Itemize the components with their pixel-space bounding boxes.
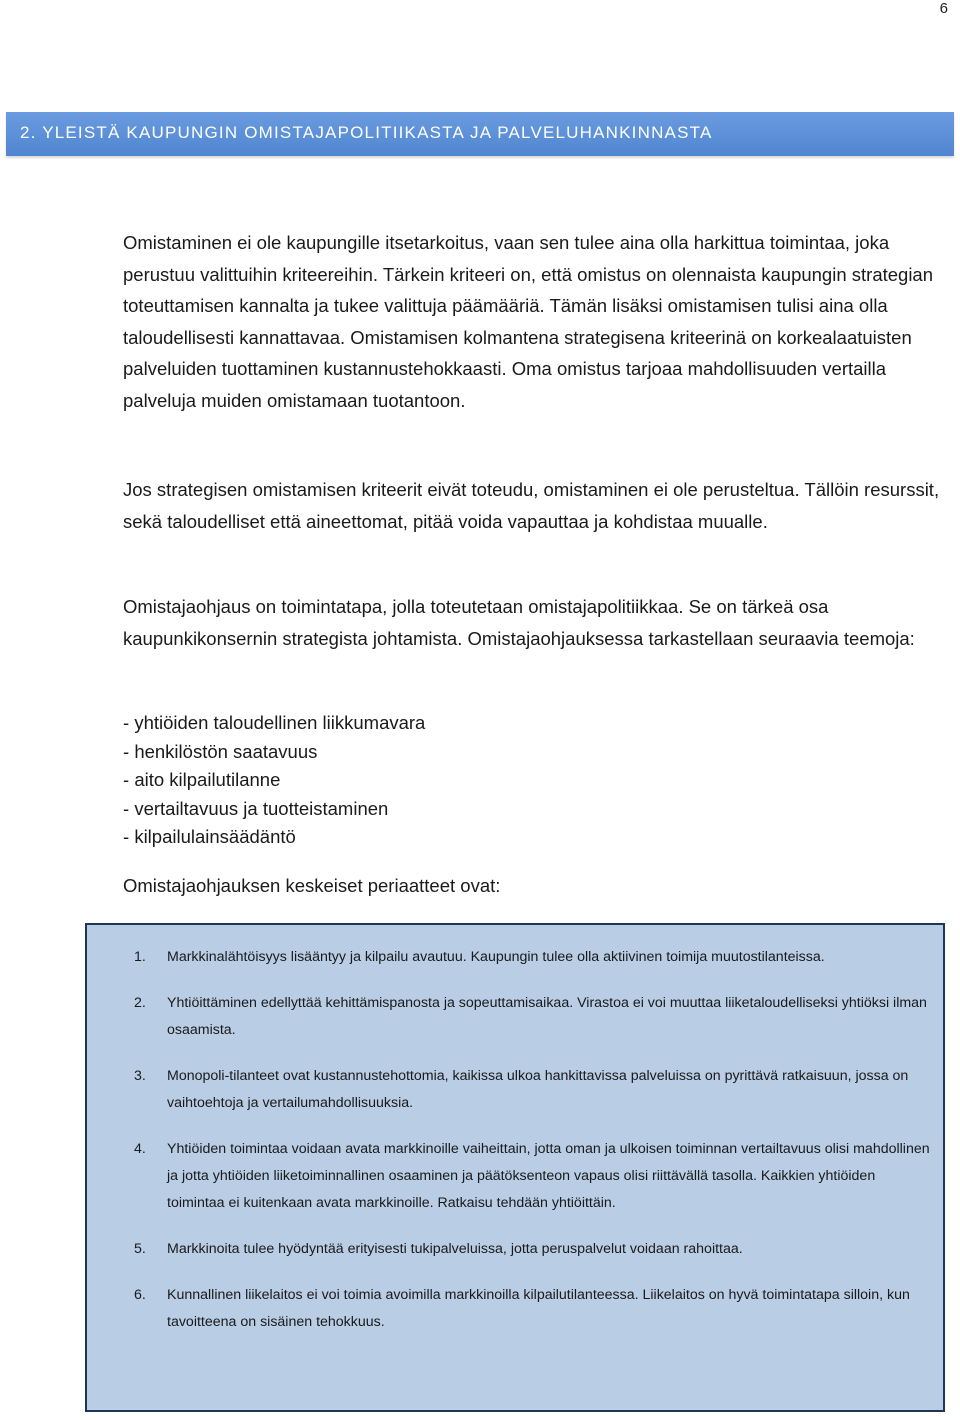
principles-intro: Omistajaohjauksen keskeiset periaatteet ovat: <box>123 875 501 896</box>
item-number: 1. <box>134 949 146 965</box>
item-text: Yhtiöittäminen edellyttää kehittämispanosta ja sopeuttamisaikaa. Virastoa ei voi muuttaa liiketaloudelliseksi yhtiöksi ilman osaamista. <box>167 995 927 1038</box>
list-item <box>87 1236 943 1263</box>
list-item: - vertailtavuus ja tuotteistaminen <box>123 795 425 824</box>
principles-box <box>85 923 945 1412</box>
list-item <box>87 1136 943 1217</box>
item-text: Markkinoita tulee hyödyntää erityisesti tukipalveluissa, jotta peruspalvelut voidaan rahoittaa. <box>167 1241 743 1257</box>
paragraph-text: Omistaminen ei ole kaupungille itsetarkoitus, vaan sen tulee aina olla harkittua toimintaa, joka perustuu valittuihin kriteereihin. Tärkein kriteeri on, että omistus on olennaista kaupungin strategian toteuttamisen kannalta ja tukee valittuja päämääriä. Tämän lisäksi omistamisen tulisi aina olla taloudellisesti kannattavaa. Omistamisen kolmantena strategisena kriteerinä on korkealaatuisten palveluiden tuottaminen kustannustehokkaasti. Oma omistus tarjoaa mahdollisuuden vertailla palveluja muiden omistamaan tuotantoon. <box>123 232 934 411</box>
principles-list <box>87 944 943 1355</box>
paragraph-ownership-criteria <box>123 227 953 432</box>
paragraph-text: Jos strategisen omistamisen kriteerit eivät toteudu, omistaminen ei ole perusteltua. Tällöin resurssit, sekä taloudelliset että aineettomat, pitää voida vapauttaa ja kohdistaa muualle. <box>123 479 940 532</box>
paragraph-text: Omistajaohjaus on toimintatapa, jolla toteutetaan omistajapolitiikkaa. Se on tärkeä osa kaupunkikonsernin strategista johtamista. Omistajaohjauksessa tarkastellaan seuraavia teemoja: <box>123 596 915 649</box>
paragraph-unjustified-ownership <box>123 474 953 553</box>
list-item: - kilpailulainsäädäntö <box>123 823 425 852</box>
item-number: 6. <box>134 1287 146 1303</box>
section-heading-bar <box>6 112 954 156</box>
section-heading: 2. YLEISTÄ KAUPUNGIN OMISTAJAPOLITIIKASTA JA PALVELUHANKINNASTA <box>20 123 713 142</box>
list-item <box>87 1282 943 1336</box>
page-number: 6 <box>939 0 948 17</box>
list-item <box>87 944 943 971</box>
list-item: - yhtiöiden taloudellinen liikkumavara <box>123 709 425 738</box>
themes-list <box>123 709 425 852</box>
item-text: Markkinalähtöisyys lisääntyy ja kilpailu avautuu. Kaupungin tulee olla aktiivinen toimija muutostilanteissa. <box>167 949 825 965</box>
list-item: - aito kilpailutilanne <box>123 766 425 795</box>
item-number: 3. <box>134 1068 146 1084</box>
item-text: Monopoli-tilanteet ovat kustannustehottomia, kaikissa ulkoa hankittavissa palveluissa on pyrittävä ratkaisuun, jossa on vaihtoehtoja ja vertailumahdollisuuksia. <box>167 1068 909 1111</box>
item-text: Yhtiöiden toimintaa voidaan avata markkinoille vaiheittain, jotta oman ja ulkoisen toiminnan vertailtavuus olisi mahdollinen ja jotta yhtiöiden liiketoiminnallinen osaaminen ja päätöksenteon vapaus olisi riittävällä tasolla. Kaikkien yhtiöiden toimintaa ei kuitenkaan avata markkinoille. Ratkaisu tehdään yhtiöittäin. <box>167 1141 930 1211</box>
list-item: - henkilöstön saatavuus <box>123 738 425 767</box>
item-number: 5. <box>134 1241 146 1257</box>
item-text: Kunnallinen liikelaitos ei voi toimia avoimilla markkinoilla kilpailutilanteessa. Liikelaitos on hyvä toimintatapa silloin, kun tavoitteena on sisäinen tehokkuus. <box>167 1287 910 1330</box>
paragraph-ownership-steering <box>123 591 953 670</box>
list-item <box>87 1063 943 1117</box>
item-number: 4. <box>134 1141 146 1157</box>
list-item <box>87 990 943 1044</box>
item-number: 2. <box>134 995 146 1011</box>
